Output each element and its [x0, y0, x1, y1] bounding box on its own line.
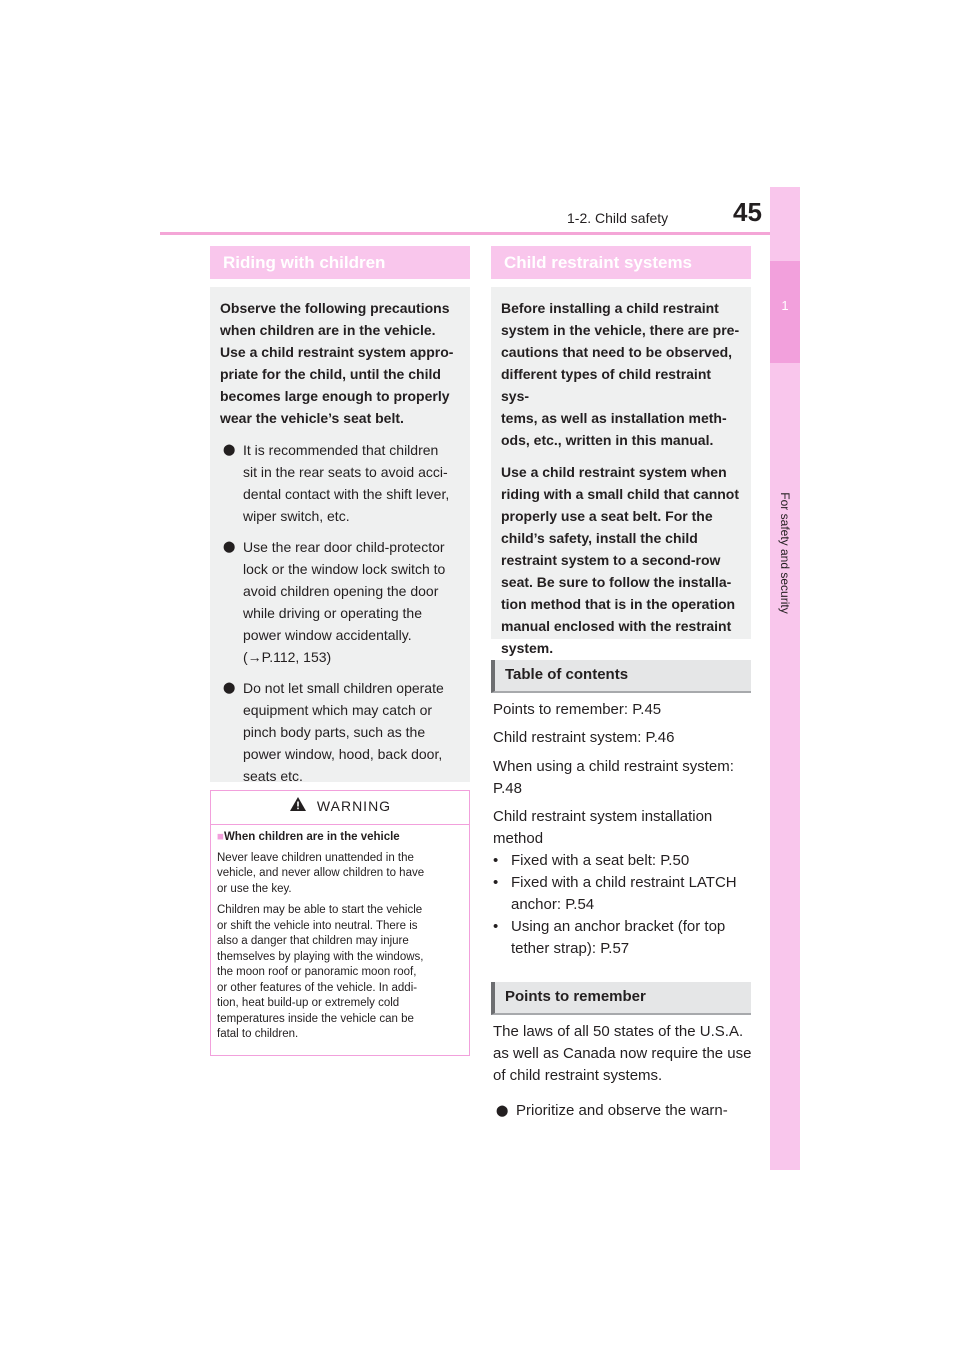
toc-item-child-restraint-system[interactable]: Child restraint system: P.46: [493, 729, 675, 746]
warning-line: also a danger that children may injure: [217, 935, 409, 947]
page-reference-link[interactable]: (→P.112, 153): [243, 649, 332, 665]
box-line: tion method that is in the operation: [501, 596, 736, 612]
bullet-dot-icon: ⬤: [223, 541, 236, 553]
dot-marker-icon: •: [493, 918, 499, 935]
warning-title: WARNING: [316, 798, 392, 814]
toc-subitem-anchor-bracket[interactable]: [493, 916, 755, 960]
side-tab-number: 1: [781, 298, 789, 313]
box-line: different types of child restraint sys-: [501, 366, 712, 404]
header-rule: [160, 232, 770, 235]
points-bullet: [493, 1100, 755, 1131]
bullet-line: seats etc.: [243, 768, 303, 784]
bullet-line: equipment which may catch or: [243, 702, 433, 718]
warning-triangle-icon: [289, 792, 307, 822]
bullet-line: lock or the window lock switch to: [243, 561, 446, 577]
bullet-text: Prioritize and observe the warn-: [516, 1102, 728, 1119]
bullet-line: It is recommended that children: [243, 442, 439, 458]
riding-with-children-box: [210, 287, 470, 782]
warning-header: [211, 791, 469, 825]
toc-line: P.48: [493, 780, 522, 797]
toc-line: Fixed with a child restraint LATCH: [511, 874, 737, 891]
bullet-item: [220, 677, 460, 787]
bullet-text: [243, 439, 460, 527]
box-line: system in the vehicle, there are pre-: [501, 322, 740, 338]
bullet-line: power window accidentally.: [243, 627, 412, 643]
bullet-dot-icon: ⬤: [223, 682, 236, 694]
toc-line: anchor: P.54: [511, 896, 595, 913]
intro-line: priate for the child, until the child: [220, 366, 441, 382]
toc-line: When using a child restraint system:: [493, 758, 734, 775]
bullet-dot-icon: ⬤: [223, 444, 236, 456]
bullet-line: avoid children opening the door: [243, 583, 439, 599]
box-line: riding with a small child that cannot: [501, 486, 740, 502]
child-restraint-systems-heading: Child restraint systems: [491, 246, 751, 279]
warning-line: or shift the vehicle into neutral. There is: [217, 919, 418, 932]
bullet-line: wiper switch, etc.: [243, 508, 350, 524]
toc-subitem-text: [511, 872, 737, 916]
warning-subheading-text: When children are in the vehicle: [223, 831, 400, 843]
warning-paragraph: [217, 903, 463, 1043]
toc-subitem-seat-belt[interactable]: [493, 850, 755, 872]
toc-line: Child restraint system installation: [493, 808, 713, 825]
toc-subitem-text: [511, 916, 725, 960]
toc-item-points-to-remember[interactable]: Points to remember: P.45: [493, 701, 662, 718]
toc-line: method: [493, 830, 544, 847]
warning-line: tion, heat build-up or extremely cold: [217, 997, 400, 1009]
intro-line: Use a child restraint system appro-: [220, 344, 454, 360]
intro-line: when children are in the vehicle.: [220, 322, 436, 338]
bullet-line: Use the rear door child-protector: [243, 539, 445, 555]
warning-line: the moon roof or panoramic moon roof,: [217, 966, 417, 978]
points-paragraph: [493, 1021, 755, 1087]
dot-marker-icon: •: [493, 874, 499, 891]
intro-line: becomes large enough to properly: [220, 388, 450, 404]
box-line: tems, as well as installation meth-: [501, 410, 727, 426]
warning-line: Never leave children unattended in the: [217, 851, 414, 864]
toc-subitem-latch-anchor[interactable]: [493, 872, 755, 916]
bullet-item: [220, 439, 460, 527]
warning-line: themselves by playing with the windows,: [217, 950, 424, 963]
bullet-dot-icon: ⬤: [496, 1105, 509, 1117]
riding-with-children-heading: Riding with children: [210, 246, 470, 279]
square-bullet-icon: ■: [217, 831, 224, 843]
warning-body: [211, 825, 469, 1043]
warning-line: or use the key.: [217, 882, 292, 895]
points-line: as well as Canada now require the use: [493, 1045, 752, 1062]
box-line: ods, etc., written in this manual.: [501, 432, 714, 448]
bullet-text: [243, 536, 460, 668]
box-line: manual enclosed with the restraint: [501, 618, 732, 634]
warning-line: Children may be able to start the vehicle: [217, 904, 423, 916]
bullet-item: [220, 536, 460, 668]
toc-line: tether strap): P.57: [511, 940, 630, 957]
warning-line: temperatures inside the vehicle can be: [217, 1012, 414, 1025]
warning-box: [210, 790, 470, 1056]
warning-line: vehicle, and never allow children to have: [217, 867, 425, 879]
box-line: seat. Be sure to follow the installa-: [501, 574, 732, 590]
box-line: system.: [501, 640, 554, 656]
intro-paragraph: [220, 297, 460, 429]
toc-item-when-using[interactable]: [493, 756, 755, 800]
toc-line: Using an anchor bracket (for top: [511, 918, 726, 935]
page-number: 45: [733, 197, 762, 227]
warning-paragraph: [217, 851, 463, 898]
section-title: 1-2. Child safety: [567, 210, 669, 226]
dot-marker-icon: •: [493, 852, 499, 869]
bullet-line: dental contact with the shift lever,: [243, 486, 450, 502]
box-line: Before installing a child restraint: [501, 300, 719, 316]
toc-item-installation-method: [493, 806, 755, 960]
side-tab-label: For safety and security: [778, 492, 792, 614]
intro-line: Observe the following precautions: [220, 300, 450, 316]
child-restraint-systems-box: [491, 287, 751, 656]
box-line: Use a child restraint system when: [501, 464, 727, 480]
bullet-line: Do not let small children operate: [243, 680, 444, 696]
box-line: properly use a seat belt. For the: [501, 508, 713, 524]
bullet-line: while driving or operating the: [243, 605, 422, 621]
bullet-line: power window, hood, back door,: [243, 746, 443, 762]
bullet-text: [243, 677, 460, 787]
bullet-line: pinch body parts, such as the: [243, 724, 426, 740]
box-paragraph: [501, 461, 741, 659]
warning-line: fatal to children.: [217, 1028, 299, 1040]
bullet-item: [493, 1100, 755, 1122]
toc-subitem-text: Fixed with a seat belt: P.50: [511, 852, 690, 869]
warning-subheading: [217, 830, 463, 846]
points-line: The laws of all 50 states of the U.S.A.: [493, 1023, 744, 1040]
points-line: of child restraint systems.: [493, 1067, 663, 1084]
warning-line: or other features of the vehicle. In addi-: [217, 981, 418, 994]
box-line: child’s safety, install the child: [501, 530, 698, 546]
table-of-contents-heading: Table of contents: [491, 660, 751, 693]
box-line: cautions that need to be observed,: [501, 344, 733, 360]
box-paragraph: [501, 297, 741, 451]
bullet-line: sit in the rear seats to avoid acci-: [243, 464, 448, 480]
points-to-remember-heading: Points to remember: [491, 982, 751, 1015]
intro-line: wear the vehicle’s seat belt.: [220, 410, 404, 426]
box-line: restraint system to a second-row: [501, 552, 721, 568]
